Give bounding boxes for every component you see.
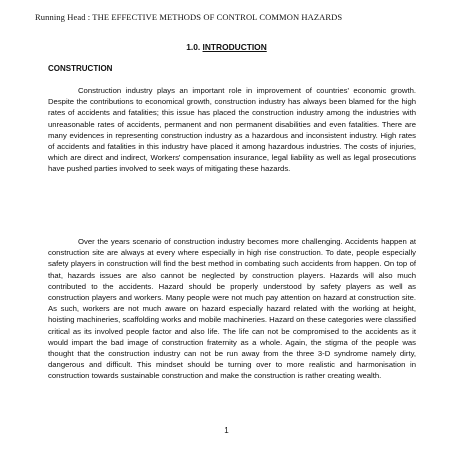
subheading-construction: CONSTRUCTION	[48, 64, 113, 73]
page-number: 1	[224, 426, 229, 435]
section-number: 1.0.	[186, 42, 201, 52]
section-title: INTRODUCTION	[202, 42, 267, 52]
section-heading	[0, 42, 453, 52]
paragraph-1: Construction industry plays an important role in improvement of countries' economic growth. Despite the contributions to economical growth, construction industry has always been blamed for the high rates of accidents and fatalities; this issue has placed the construction industry among the industries with unreasonable rates of accidents, permanent and non permanent disabilities and even fatalities. There are many evidences in representing construction industry as a hazardous and inconsistent industry. High rates of accidents and fatalities in this industry have placed it among hazardous industries. The costs of injuries, which are direct and indirect, Workers' compensation insurance, legal liability as well as legal prosecutions have pushed parties involved to seek ways of mitigating these hazards.	[48, 86, 416, 174]
running-head: Running Head : THE EFFECTIVE METHODS OF CONTROL COMMON HAZARDS	[35, 12, 343, 22]
paragraph-2: Over the years scenario of construction industry becomes more challenging. Accidents happen at construction site are always at every where especially in high rise construction. To date, people especially safety players in construction will find the best method in combating such accidents from happen. On top of that, hazards issues are also cannot be neglected by construction players. Hazards will also much contributed to the accidents. Hazard should be properly understood by safety players as well as construction players and workers. Many people were not much pay attention on hazard at construction site. As such, workers are not much aware on hazard especially hazard related with the working at height, hoisting machineries, scaffolding works and mobile machineries. Hazard on these categories were classified critical as its involved people factor and also life. The life can not be compromised to the accidents as it would impart the bad image of construction fraternity as a whole. Again, the stigma of the people was thought that the construction industry can not be run away from the three 3-D syndrome namely dirty, dangerous and difficult. This mindset should be turning over to more realistic and harmonisation in construction towards sustainable construction and make the construction is rather creating wealth.	[48, 237, 416, 381]
